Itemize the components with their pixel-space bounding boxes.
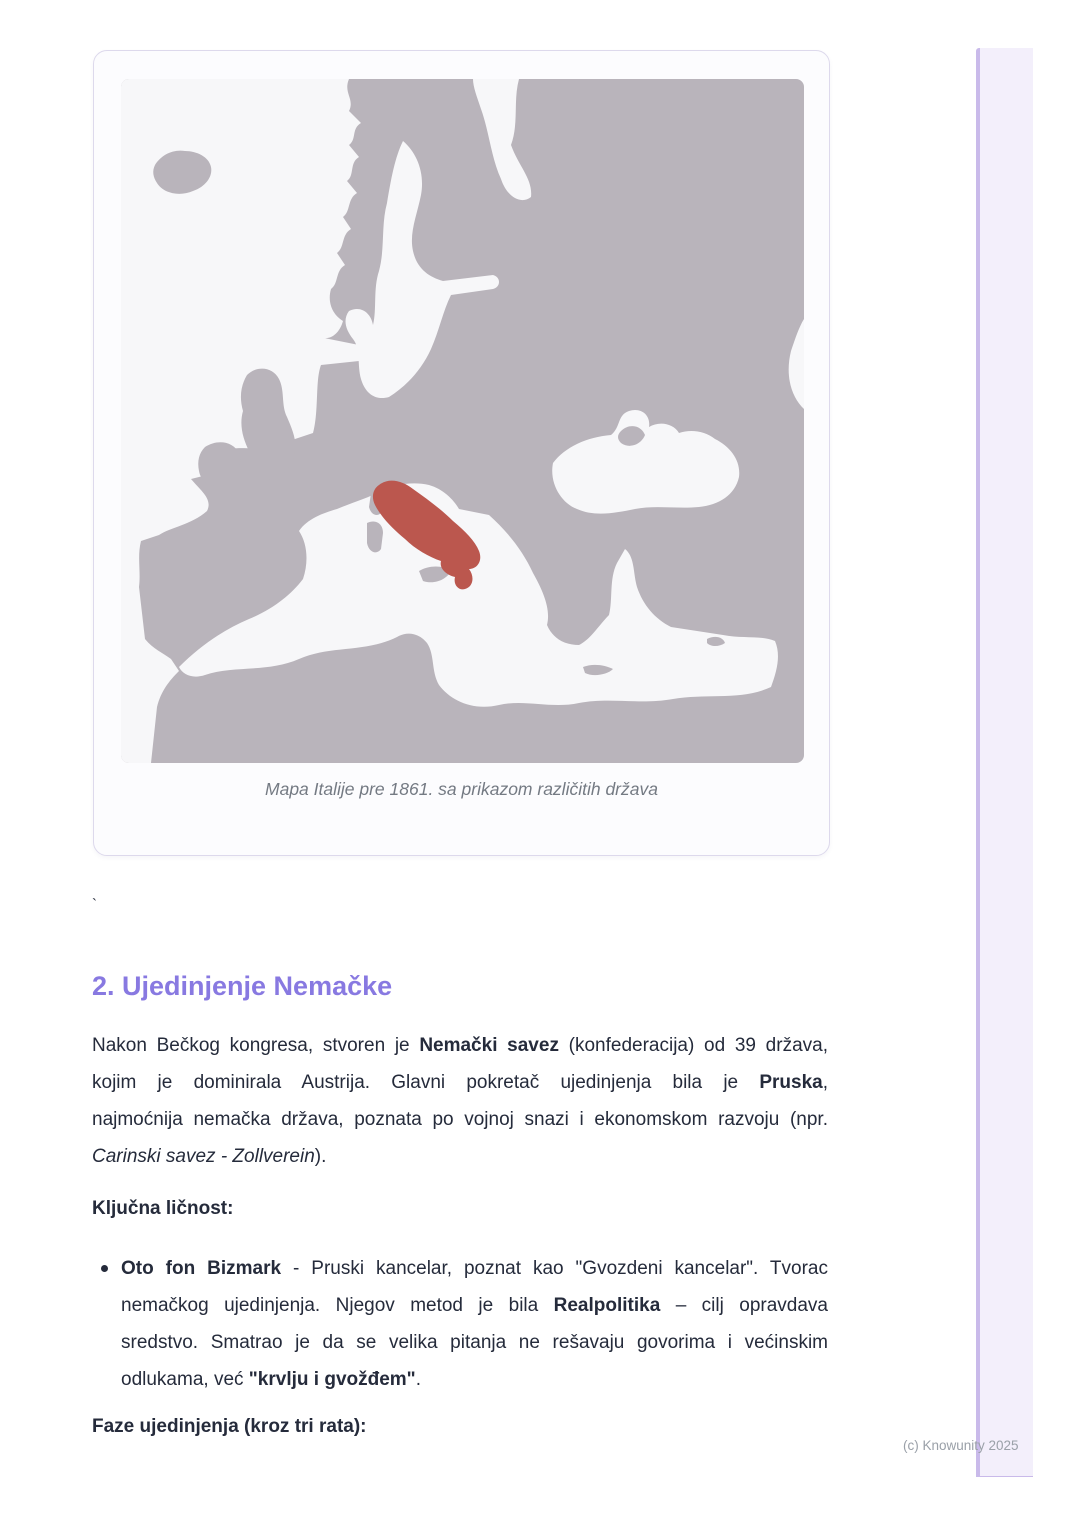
page-content bbox=[92, 896, 828, 1439]
map-figure-card bbox=[93, 50, 830, 856]
phases-label: Faze ujedinjenja (kroz tri rata): bbox=[92, 1416, 367, 1437]
key-person-list bbox=[92, 1250, 828, 1398]
stray-backtick: ` bbox=[92, 896, 97, 913]
list-item bbox=[92, 1250, 828, 1398]
footer-credit: (c) Knowunity 2025 bbox=[903, 1438, 1019, 1453]
sardinia bbox=[367, 521, 383, 552]
key-person-label: Ključna ličnost: bbox=[92, 1198, 234, 1219]
text-line: Carinski savez - Zollverein). bbox=[92, 1146, 327, 1167]
text-line: Nakon Bečkog kongresa, stvoren je Nemački savez (konfederacija) od 39 država, bbox=[92, 1035, 828, 1056]
text-line: nemačkog ujedinjenja. Njegov metod je bila Realpolitika – cilj opravdava bbox=[121, 1295, 828, 1316]
text-line: najmoćnija nemačka država, poznata po vojnoj snazi i ekonomskom razvoju (npr. bbox=[92, 1109, 828, 1130]
europe-map-svg bbox=[121, 79, 804, 763]
text-line: Oto fon Bizmark - Pruski kancelar, poznat kao "Gvozdeni kancelar". Tvorac bbox=[121, 1258, 828, 1279]
figure-caption: Mapa Italije pre 1861. sa prikazom različitih država bbox=[265, 779, 658, 799]
next-page-edge[interactable] bbox=[976, 48, 1033, 1477]
europe-map bbox=[121, 79, 804, 763]
text-line: odlukama, već "krvlju i gvožđem". bbox=[121, 1369, 421, 1390]
intro-paragraph bbox=[92, 1027, 828, 1175]
text-line: kojim je dominirala Austrija. Glavni pokretač ujedinjenja bila je Pruska, bbox=[92, 1072, 828, 1093]
section-heading: 2. Ujedinjenje Nemačke bbox=[92, 971, 393, 1001]
text-line: sredstvo. Smatrao je da se velika pitanja ne rešavaju govorima i većinskim bbox=[121, 1332, 828, 1353]
